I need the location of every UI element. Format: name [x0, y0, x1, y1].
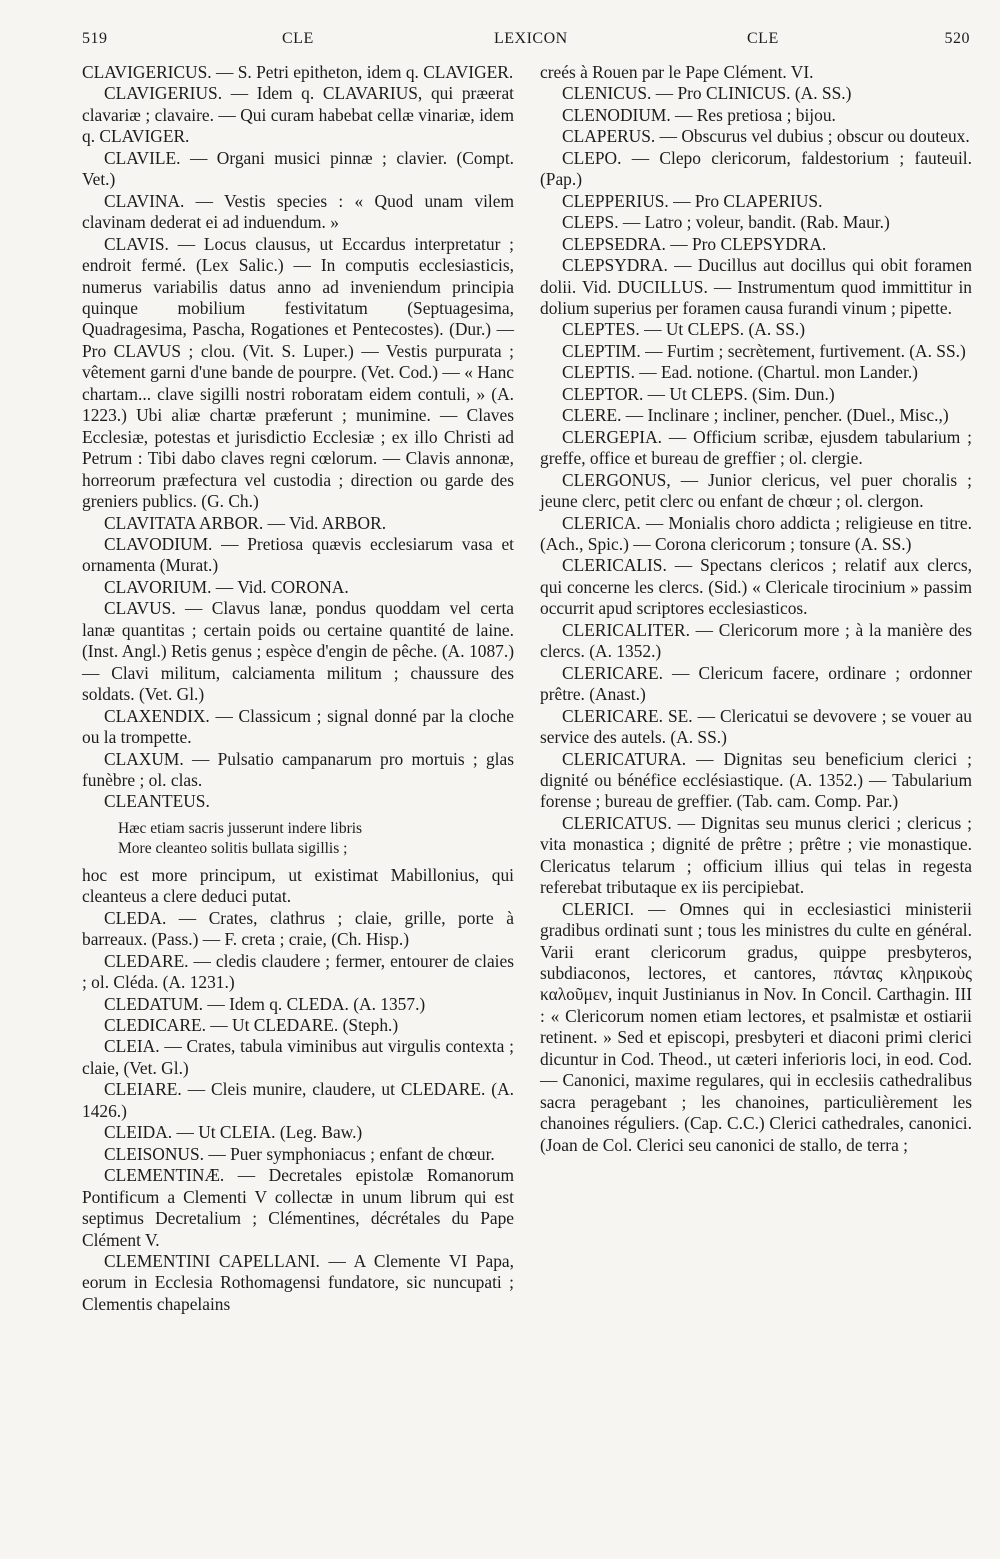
page-number-right: 520	[944, 30, 970, 47]
running-title: LEXICON	[494, 30, 568, 47]
dictionary-entry: CLEDATUM. — Idem q. CLEDA. (A. 1357.)	[104, 993, 426, 1014]
dictionary-entry: CLERICALITER. — Clericorum more ; à la manière des clercs. (A. 1352.)	[540, 619, 972, 662]
dictionary-entry: CLEPS. — Latro ; voleur, bandit. (Rab. Maur.)	[562, 212, 890, 233]
dictionary-entry: CLERE. — Inclinare ; incliner, pencher. (Duel., Misc.,)	[562, 405, 949, 426]
dictionary-entry: CLEPSYDRA. — Ducillus aut docillus qui obit foramen dolii. Vid. DUCILLUS. — Instrumentum quod immittitur in dolium superius per foramen causa furandi vinum ; pipette.	[540, 255, 972, 318]
dictionary-entry: CLAXUM. — Pulsatio campanarum pro mortuis ; glas funèbre ; ol. clas.	[82, 748, 514, 790]
dictionary-entry: CLAVORIUM. — Vid. CORONA.	[104, 576, 349, 597]
dictionary-entry: CLEPPERIUS. — Pro CLAPERIUS.	[562, 190, 823, 211]
dictionary-entry: CLEPTOR. — Ut CLEPS. (Sim. Dun.)	[562, 383, 835, 404]
verse-line: More cleanteo solitis bullata sigillis ;	[118, 839, 348, 857]
dictionary-entry: CLAXENDIX. — Classicum ; signal donné par la cloche ou la trompette.	[82, 705, 514, 748]
verse-quotation	[118, 819, 514, 859]
dictionary-entry: CLEPTES. — Ut CLEPS. (A. SS.)	[562, 319, 806, 340]
dictionary-entry: CLERICI. — Omnes qui in ecclesiastici ministerii gradibus ordinati sunt ; tous les ministres du culte en général. Varii erant clericorum gradus, quippe presbyteros, subdiaconos, lectores, et cantores, πάντας κληρικοὺς καλοῦμεν, inquit Justinianus in Nov. In Concil. Carthagin. III : « Clericorum nomen etiam lectores, et psalmistæ et ostiarii retinent. » Sed et episcopi, presbyteri et diaconi primi clerici dicuntur in Cod. Theod., ut cæteri inferioris loci, in eod. Cod. — Canonici, maxime regulares, qui in ecclesiis cathedralibus sacra peragebant ; les chanoines, particulièrement les chanoines réguliers. (Cap. C.C.) Clerici cathedrales, canonici. (Joan de Col. Clerici seu canonici de stallo, de terra ;	[540, 898, 972, 1155]
dictionary-entry: CLAVUS. — Clavus lanæ, pondus quoddam vel certa lanæ quantitas ; certain poids ou certaine quantité de laine. (Inst. Angl.) Retis genus ; espèce d'engin de pêche. (A. 1087.) — Clavi militum, calciamenta militum ; chaussure des soldats. (Vet. Gl.)	[82, 598, 514, 705]
dictionary-entry: CLERICATURA. — Dignitas seu beneficium clerici ; dignité ou bénéfice ecclésiastique. (A. 1352.) — Tabularium forense ; bureau de greffier. (Tab. cam. Comp. Par.)	[540, 748, 972, 812]
dictionary-entry: CLEPSEDRA. — Pro CLEPSYDRA.	[562, 233, 827, 254]
dictionary-entry: CLAVINA. — Vestis species : « Quod unam vilem clavinam dederat ei ad induendum. »	[82, 190, 514, 233]
dictionary-entry: hoc est more principum, ut existimat Mabillonius, qui cleanteus a clere deduci putat.	[82, 864, 514, 907]
dictionary-entry: CLERICARE. SE. — Clericatui se devovere ; se vouer au service des autels. (A. SS.)	[540, 705, 972, 748]
right-column	[540, 62, 972, 1156]
left-column	[82, 62, 514, 1315]
dictionary-entry: CLAVODIUM. — Pretiosa quævis ecclesiarum vasa et ornamenta (Murat.)	[82, 533, 514, 576]
dictionary-entry: CLEDARE. — cledis claudere ; fermer, entourer de claies ; ol. Cléda. (A. 1231.)	[82, 950, 514, 993]
verse-line: Hæc etiam sacris jusserunt indere libris	[118, 819, 363, 837]
dictionary-entry: CLEPTIM. — Furtim ; secrètement, furtivement. (A. SS.)	[562, 340, 966, 361]
dictionary-entry: CLERGONUS, — Junior clericus, vel puer choralis ; jeune clerc, petit clerc ou enfant de chœur ; ol. clergon.	[540, 469, 972, 512]
dictionary-entry: CLAPERUS. — Obscurus vel dubius ; obscur ou douteux.	[562, 126, 970, 147]
dictionary-entry: CLEMENTINI CAPELLANI. — A Clemente VI Papa, eorum in Ecclesia Rothomagensi fundatore, sic nuncupati ; Clementis chapelains	[82, 1251, 514, 1314]
guide-word-right: CLE	[747, 30, 779, 47]
page-number-left: 519	[82, 30, 108, 47]
page-header	[82, 30, 970, 56]
dictionary-entry: CLEISONUS. — Puer symphoniacus ; enfant de chœur.	[104, 1143, 495, 1164]
dictionary-entry: CLEPO. — Clepo clericorum, faldestorium ; fauteuil. (Pap.)	[540, 147, 972, 190]
dictionary-entry: CLAVIGERICUS. — S. Petri epitheton, idem q. CLAVIGER.	[82, 62, 514, 82]
dictionary-entry: CLEPTIS. — Ead. notione. (Chartul. mon Lander.)	[562, 362, 918, 383]
dictionary-entry: CLERGEPIA. — Officium scribæ, ejusdem tabularium ; greffe, office et bureau de greffier ; ol. clergie.	[540, 426, 972, 469]
guide-word-left: CLE	[282, 30, 314, 47]
dictionary-entry: CLERICA. — Monialis choro addicta ; religieuse en titre. (Ach., Spic.) — Corona clericorum ; tonsure (A. SS.)	[540, 512, 972, 554]
dictionary-entry: CLEIDA. — Ut CLEIA. (Leg. Baw.)	[104, 1122, 363, 1143]
dictionary-entry: CLENODIUM. — Res pretiosa ; bijou.	[562, 104, 836, 125]
dictionary-entry: CLEIA. — Crates, tabula viminibus aut virgulis contexta ; claie, (Vet. Gl.)	[82, 1036, 514, 1078]
dictionary-entry: CLEMENTINÆ. — Decretales epistolæ Romanorum Pontificum a Clementi V collectæ in unum librum qui est septimus Decretalium ; Clémentines, décrétales du Pape Clément V.	[82, 1165, 514, 1250]
dictionary-entry: CLEDA. — Crates, clathrus ; claie, grille, porte à barreaux. (Pass.) — F. creta ; craie, (Ch. Hisp.)	[82, 907, 514, 950]
dictionary-entry: CLEDICARE. — Ut CLEDARE. (Steph.)	[104, 1015, 399, 1036]
dictionary-entry: CLEIARE. — Cleis munire, claudere, ut CLEDARE. (A. 1426.)	[82, 1079, 514, 1121]
dictionary-entry: CLAVILE. — Organi musici pinnæ ; clavier. (Compt. Vet.)	[82, 147, 514, 190]
dictionary-entry: CLAVIS. — Locus clausus, ut Eccardus interpretatur ; endroit fermé. (Lex Salic.) — In computis ecclesiasticis, numerus variabilis datus anno ad inveniendum principia quinque mobilium festivitatum (Septuagesima, Quadragesima, Pascha, Rogationes et Pentecostes). (Dur.) — Pro CLAVUS ; clou. (Vit. S. Luper.) — Vestis purpurata ; vêtement garni d'une bande de pourpre. (Vet. Cod.) — « Hanc chartam... clave sigilli nostri roboratam eidem contuli, » (A. 1223.) Ubi aliæ chartæ præferunt ; munimine. — Claves Ecclesiæ, potestas et jurisdictio Ecclesiæ ; ex illo Christi ad Petrum : Tibi dabo claves regni cœlorum. — Clavis annonæ, horreorum præfectura vel custodia ; direction ou garde des greniers publics. (G. Ch.)	[82, 233, 514, 512]
dictionary-entry: CLERICARE. — Clericum facere, ordinare ; ordonner prêtre. (Anast.)	[540, 662, 972, 705]
dictionary-entry: CLERICALIS. — Spectans clericos ; relatif aux clercs, qui concerne les clercs. (Sid.) « Clericale tirocinium » passim occurrit apud scriptores ecclesiasticos.	[540, 555, 972, 619]
dictionary-entry: CLENICUS. — Pro CLINICUS. (A. SS.)	[562, 83, 852, 104]
dictionary-entry: CLAVIGERIUS. — Idem q. CLAVARIUS, qui præerat clavariæ ; clavaire. — Qui curam habebat cellæ vinariæ, idem q. CLAVIGER.	[82, 83, 514, 147]
dictionary-entry: CLEANTEUS.	[104, 791, 210, 812]
dictionary-entry: CLAVITATA ARBOR. — Vid. ARBOR.	[104, 512, 387, 533]
dictionary-entry: creés à Rouen par le Pape Clément. VI.	[540, 62, 814, 82]
dictionary-entry: CLERICATUS. — Dignitas seu munus clerici ; clericus ; vita monastica ; dignité de prêtre ; prêtre ; vie monastique. Clericatus telarum ; officium illius qui telas in regesta referebat tributaque ex iis percipiebat.	[540, 812, 972, 898]
